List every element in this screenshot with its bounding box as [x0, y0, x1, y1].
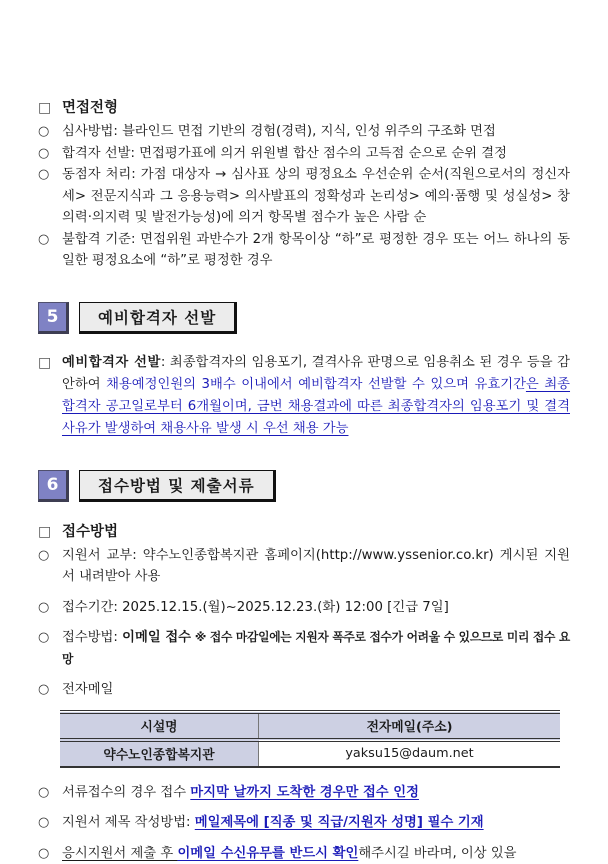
confirm-highlight: 이메일 수신유무를 반드시 확인 [177, 846, 358, 861]
list-item [38, 679, 570, 701]
section-title-box: 접수방법 및 제출서류 [79, 470, 276, 502]
bullet-text: 지원서 교부: 약수노인종합복지관 홈페이지(http://www.yssenior.co.kr) 게시된 지원서 내려받아 사용 [62, 545, 570, 588]
list-item [38, 812, 570, 834]
circle-bullet-icon: ○ [38, 627, 62, 649]
section6-header [38, 470, 570, 502]
docs-plain: 서류접수의 경우 접수 [62, 785, 190, 800]
notice-bullet-list [38, 782, 570, 864]
table-header-row [60, 712, 560, 740]
confirm-underlined: 응시지원서 제출 후 [62, 846, 177, 861]
circle-bullet-icon: ○ [38, 121, 62, 143]
confirm-plain: 해주시길 바라며, 이상 있을 [358, 846, 516, 861]
list-item [38, 121, 570, 143]
list-item [38, 782, 570, 804]
bullet-text: 불합격 기준: 면접위원 과반수가 2개 항목이상 “하”로 평정한 경우 또는 어느 하나의 동일한 평정요소에 “하”로 평정한 경우 [62, 229, 570, 272]
interview-section [38, 96, 570, 272]
section-number-badge: 5 [38, 302, 69, 334]
bullet-text: 심사방법: 블라인드 면접 기반의 경험(경력), 지식, 인성 위주의 구조화 면접 [62, 121, 570, 143]
bullet-text: 전자메일 [62, 679, 570, 701]
table-row [60, 740, 560, 767]
circle-bullet-icon: ○ [38, 812, 62, 834]
preliminary-paragraph [38, 352, 570, 440]
section5-header [38, 302, 570, 334]
title-highlight: 메일제목에 [직종 및 직급/지원자 성명] 필수 기재 [195, 815, 484, 830]
section-preliminary [38, 302, 570, 440]
bullet-text [62, 812, 570, 834]
apply-method-title: 접수방법 [62, 520, 118, 541]
checkbox-marker-icon: □ [38, 524, 62, 540]
list-item [38, 229, 570, 272]
list-item [38, 627, 570, 670]
bullet-text [62, 843, 570, 864]
paragraph-blue: 채용예정인원의 3배수 이내에서 예비합격자 선발할 수 있으며 유효기간 [106, 377, 526, 392]
paragraph-plain: : 최종합격자의 임용포기, 결격사유 판명으로 임용취소 된 경우 등을 감안하여 [62, 355, 570, 392]
title-plain: 지원서 제목 작성방법: [62, 815, 195, 830]
bullet-text [62, 782, 570, 804]
circle-bullet-icon: ○ [38, 229, 62, 251]
apply-bullet-list [38, 545, 570, 701]
bullet-text: 동점자 처리: 가점 대상자 → 심사표 상의 평정요소 우선순위 순서(직원으로서의 정신자세> 전문지식과 그 응용능력> 의사발표의 정확성과 논리성> 예의·품행 및 성실성> 창의력·의지력 및 발전가능성)에 의거 항목별 점수가 높은 사람 순 [62, 164, 570, 229]
circle-bullet-icon: ○ [38, 545, 62, 567]
email-address-cell: yaksu15@daum.net [259, 740, 561, 767]
method-bold: 이메일 접수 [122, 630, 191, 645]
list-item [38, 843, 570, 864]
checkbox-marker-icon: □ [38, 352, 62, 374]
method-plain: 접수방법: [62, 630, 122, 645]
bullet-text [62, 627, 570, 670]
paragraph-lead-bold: 예비합격자 선발 [62, 355, 161, 370]
section-application [38, 470, 570, 864]
list-item [38, 597, 570, 619]
apply-method-heading [38, 520, 570, 541]
interview-bullet-list [38, 121, 570, 272]
circle-bullet-icon: ○ [38, 164, 62, 186]
list-item [38, 545, 570, 588]
paragraph-blue-underline: 은 최종합격자 공고일로부터 6개월이며, 금번 채용결과에 따른 최종합격자의 임용포기 및 결격사유가 발생하여 채용사유 발생 시 우선 채용 가능 [62, 377, 570, 436]
email-table [60, 710, 560, 768]
circle-bullet-icon: ○ [38, 782, 62, 804]
method-note: ※ 접수 마감일에는 지원자 폭주로 접수가 어려울 수 있으므로 미리 접수 요망 [62, 630, 570, 666]
list-item [38, 143, 570, 165]
docs-highlight: 마지막 날까지 도착한 경우만 접수 인정 [190, 785, 419, 800]
list-item [38, 164, 570, 229]
facility-name-cell: 약수노인종합복지관 [60, 740, 259, 767]
interview-heading [38, 96, 570, 117]
circle-bullet-icon: ○ [38, 597, 62, 619]
section-title-box: 예비합격자 선발 [79, 302, 237, 334]
column-header-facility: 시설명 [60, 712, 259, 740]
bullet-text: 접수기간: 2025.12.15.(월)~2025.12.23.(화) 12:00 [긴급 7일] [62, 597, 570, 619]
column-header-email: 전자메일(주소) [259, 712, 561, 740]
paragraph-text [62, 352, 570, 440]
bullet-text: 합격자 선발: 면접평가표에 의거 위원별 합산 점수의 고득점 순으로 순위 결정 [62, 143, 570, 165]
interview-title: 면접전형 [62, 96, 118, 117]
circle-bullet-icon: ○ [38, 143, 62, 165]
circle-bullet-icon: ○ [38, 679, 62, 701]
section-number-badge: 6 [38, 470, 69, 502]
checkbox-marker-icon: □ [38, 100, 62, 116]
circle-bullet-icon: ○ [38, 843, 62, 864]
